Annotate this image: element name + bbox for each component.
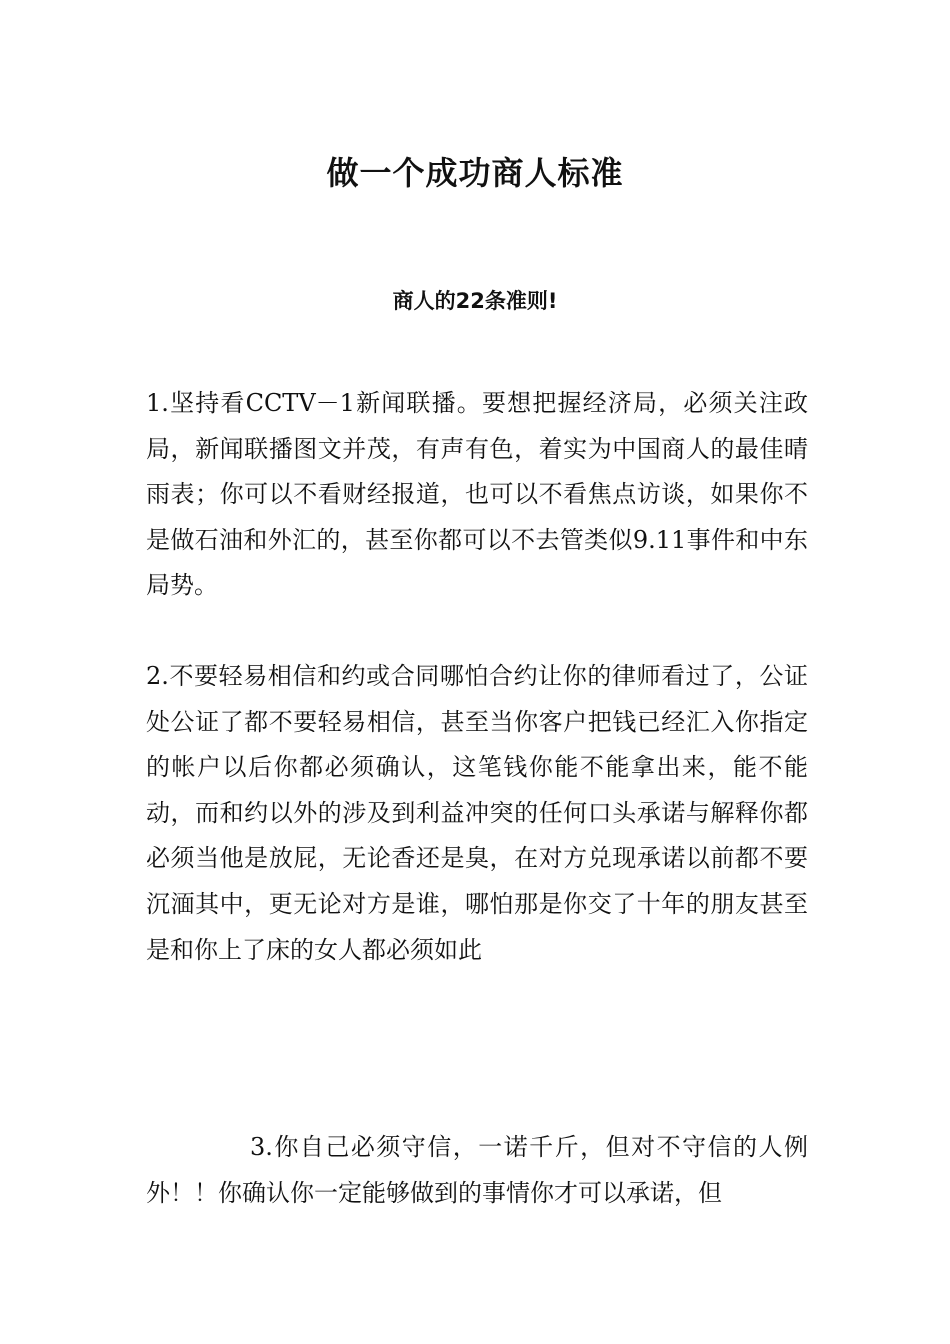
paragraph-rule-1: 1.坚持看CCTV－1新闻联播。要想把握经济局，必须关注政局，新闻联播图文并茂，有声有色，着实为中国商人的最佳晴雨表；你可以不看财经报道，也可以不看焦点访谈，如果你不是做石油和外汇的，甚至你都可以不去管类似9.11事件和中东局势。 — [146, 389, 808, 600]
paragraph-rule-3: 3.你自己必须守信，一诺千斤，但对不守信的人例外！！你确认你一定能够做到的事情你才可以承诺，但 — [146, 1133, 808, 1207]
document-subtitle: 商人的22条准则! — [392, 289, 558, 313]
document-title: 做一个成功商人标准 — [326, 154, 624, 193]
paragraph-rule-2: 2.不要轻易相信和约或合同哪怕合约让你的律师看过了，公证处公证了都不要轻易相信，甚至当你客户把钱已经汇入你指定的帐户以后你都必须确认，这笔钱你能不能拿出来，能不能动，而和约以外的涉及到利益冲突的任何口头承诺与解释你都必须当他是放屁，无论香还是臭，在对方兑现承诺以前都不要沉湎其中，更无论对方是谁，哪怕那是你交了十年的朋友甚至是和你上了床的女人都必须如此 — [146, 662, 808, 964]
